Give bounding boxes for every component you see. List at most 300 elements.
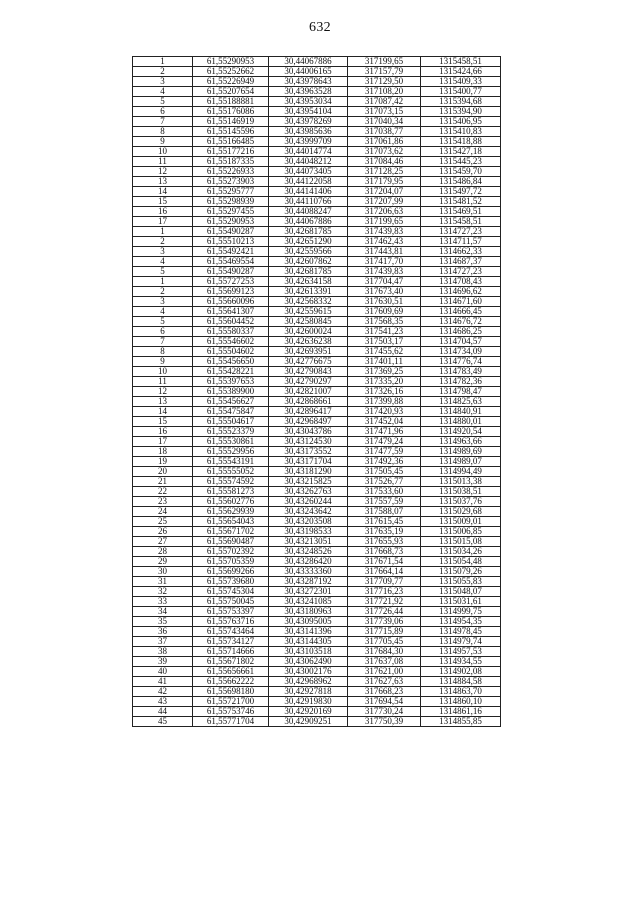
coordinates-table-body bbox=[133, 57, 501, 727]
latitude-cell: 61,55226949 bbox=[193, 77, 269, 87]
latitude-cell: 61,55739680 bbox=[193, 577, 269, 587]
table-row bbox=[133, 367, 501, 377]
y-coordinate-cell: 1314776,74 bbox=[421, 357, 501, 367]
latitude-cell: 61,55702392 bbox=[193, 547, 269, 557]
y-coordinate-cell: 1315394,90 bbox=[421, 107, 501, 117]
y-coordinate-cell: 1315458,51 bbox=[421, 57, 501, 67]
table-row bbox=[133, 407, 501, 417]
longitude-cell: 30,43985636 bbox=[269, 127, 348, 137]
point-number-cell: 16 bbox=[133, 427, 193, 437]
table-row bbox=[133, 417, 501, 427]
x-coordinate-cell: 317073,15 bbox=[348, 107, 421, 117]
latitude-cell: 61,55750045 bbox=[193, 597, 269, 607]
longitude-cell: 30,42681785 bbox=[269, 227, 348, 237]
longitude-cell: 30,43287192 bbox=[269, 577, 348, 587]
coordinates-table bbox=[132, 56, 501, 727]
table-row bbox=[133, 127, 501, 137]
point-number-cell: 15 bbox=[133, 417, 193, 427]
x-coordinate-cell: 317739,06 bbox=[348, 617, 421, 627]
x-coordinate-cell: 317668,23 bbox=[348, 687, 421, 697]
table-row bbox=[133, 547, 501, 557]
latitude-cell: 61,55699266 bbox=[193, 567, 269, 577]
table-row bbox=[133, 277, 501, 287]
longitude-cell: 30,43241085 bbox=[269, 597, 348, 607]
y-coordinate-cell: 1315034,26 bbox=[421, 547, 501, 557]
latitude-cell: 61,55397653 bbox=[193, 377, 269, 387]
point-number-cell: 17 bbox=[133, 217, 193, 227]
point-number-cell: 2 bbox=[133, 237, 193, 247]
latitude-cell: 61,55456627 bbox=[193, 397, 269, 407]
y-coordinate-cell: 1315469,51 bbox=[421, 207, 501, 217]
x-coordinate-cell: 317084,46 bbox=[348, 157, 421, 167]
x-coordinate-cell: 317073,62 bbox=[348, 147, 421, 157]
longitude-cell: 30,43171704 bbox=[269, 457, 348, 467]
latitude-cell: 61,55290953 bbox=[193, 217, 269, 227]
latitude-cell: 61,55671802 bbox=[193, 657, 269, 667]
latitude-cell: 61,55671702 bbox=[193, 527, 269, 537]
y-coordinate-cell: 1314979,74 bbox=[421, 637, 501, 647]
x-coordinate-cell: 317038,77 bbox=[348, 127, 421, 137]
y-coordinate-cell: 1314989,69 bbox=[421, 447, 501, 457]
longitude-cell: 30,44048212 bbox=[269, 157, 348, 167]
table-row bbox=[133, 657, 501, 667]
y-coordinate-cell: 1314954,35 bbox=[421, 617, 501, 627]
y-coordinate-cell: 1314880,01 bbox=[421, 417, 501, 427]
y-coordinate-cell: 1314863,70 bbox=[421, 687, 501, 697]
table-row bbox=[133, 497, 501, 507]
latitude-cell: 61,55146919 bbox=[193, 117, 269, 127]
y-coordinate-cell: 1315038,51 bbox=[421, 487, 501, 497]
point-number-cell: 14 bbox=[133, 187, 193, 197]
longitude-cell: 30,44122058 bbox=[269, 177, 348, 187]
y-coordinate-cell: 1315079,26 bbox=[421, 567, 501, 577]
latitude-cell: 61,55166485 bbox=[193, 137, 269, 147]
latitude-cell: 61,55177216 bbox=[193, 147, 269, 157]
point-number-cell: 33 bbox=[133, 597, 193, 607]
table-row bbox=[133, 557, 501, 567]
table-row bbox=[133, 447, 501, 457]
point-number-cell: 13 bbox=[133, 397, 193, 407]
x-coordinate-cell: 317615,45 bbox=[348, 517, 421, 527]
point-number-cell: 34 bbox=[133, 607, 193, 617]
longitude-cell: 30,43181290 bbox=[269, 467, 348, 477]
table-row bbox=[133, 167, 501, 177]
x-coordinate-cell: 317635,19 bbox=[348, 527, 421, 537]
x-coordinate-cell: 317716,23 bbox=[348, 587, 421, 597]
table-row bbox=[133, 717, 501, 727]
y-coordinate-cell: 1314708,43 bbox=[421, 277, 501, 287]
latitude-cell: 61,55529956 bbox=[193, 447, 269, 457]
x-coordinate-cell: 317492,36 bbox=[348, 457, 421, 467]
y-coordinate-cell: 1314798,47 bbox=[421, 387, 501, 397]
longitude-cell: 30,43002176 bbox=[269, 667, 348, 677]
x-coordinate-cell: 317621,00 bbox=[348, 667, 421, 677]
x-coordinate-cell: 317704,47 bbox=[348, 277, 421, 287]
longitude-cell: 30,43062490 bbox=[269, 657, 348, 667]
latitude-cell: 61,55581273 bbox=[193, 487, 269, 497]
latitude-cell: 61,55504617 bbox=[193, 417, 269, 427]
point-number-cell: 9 bbox=[133, 357, 193, 367]
x-coordinate-cell: 317673,40 bbox=[348, 287, 421, 297]
point-number-cell: 31 bbox=[133, 577, 193, 587]
x-coordinate-cell: 317199,65 bbox=[348, 57, 421, 67]
longitude-cell: 30,43954104 bbox=[269, 107, 348, 117]
y-coordinate-cell: 1314994,49 bbox=[421, 467, 501, 477]
latitude-cell: 61,55771704 bbox=[193, 717, 269, 727]
y-coordinate-cell: 1314884,58 bbox=[421, 677, 501, 687]
y-coordinate-cell: 1315458,51 bbox=[421, 217, 501, 227]
longitude-cell: 30,44014774 bbox=[269, 147, 348, 157]
latitude-cell: 61,55523379 bbox=[193, 427, 269, 437]
point-number-cell: 12 bbox=[133, 387, 193, 397]
table-row bbox=[133, 377, 501, 387]
point-number-cell: 28 bbox=[133, 547, 193, 557]
y-coordinate-cell: 1314978,45 bbox=[421, 627, 501, 637]
table-row bbox=[133, 687, 501, 697]
y-coordinate-cell: 1315410,83 bbox=[421, 127, 501, 137]
latitude-cell: 61,55176086 bbox=[193, 107, 269, 117]
y-coordinate-cell: 1315409,33 bbox=[421, 77, 501, 87]
latitude-cell: 61,55629939 bbox=[193, 507, 269, 517]
longitude-cell: 30,42636238 bbox=[269, 337, 348, 347]
table-row bbox=[133, 537, 501, 547]
latitude-cell: 61,55753746 bbox=[193, 707, 269, 717]
table-row bbox=[133, 227, 501, 237]
longitude-cell: 30,42920169 bbox=[269, 707, 348, 717]
table-row bbox=[133, 67, 501, 77]
x-coordinate-cell: 317129,50 bbox=[348, 77, 421, 87]
table-row bbox=[133, 467, 501, 477]
x-coordinate-cell: 317526,77 bbox=[348, 477, 421, 487]
latitude-cell: 61,55721700 bbox=[193, 697, 269, 707]
x-coordinate-cell: 317040,34 bbox=[348, 117, 421, 127]
point-number-cell: 4 bbox=[133, 87, 193, 97]
point-number-cell: 25 bbox=[133, 517, 193, 527]
table-row bbox=[133, 217, 501, 227]
latitude-cell: 61,55252662 bbox=[193, 67, 269, 77]
latitude-cell: 61,55510213 bbox=[193, 237, 269, 247]
latitude-cell: 61,55298939 bbox=[193, 197, 269, 207]
point-number-cell: 10 bbox=[133, 147, 193, 157]
x-coordinate-cell: 317588,07 bbox=[348, 507, 421, 517]
longitude-cell: 30,43141396 bbox=[269, 627, 348, 637]
point-number-cell: 39 bbox=[133, 657, 193, 667]
table-row bbox=[133, 707, 501, 717]
point-number-cell: 1 bbox=[133, 227, 193, 237]
longitude-cell: 30,43978643 bbox=[269, 77, 348, 87]
longitude-cell: 30,42968962 bbox=[269, 677, 348, 687]
point-number-cell: 18 bbox=[133, 447, 193, 457]
x-coordinate-cell: 317479,24 bbox=[348, 437, 421, 447]
x-coordinate-cell: 317637,08 bbox=[348, 657, 421, 667]
table-row bbox=[133, 257, 501, 267]
table-row bbox=[133, 317, 501, 327]
latitude-cell: 61,55530861 bbox=[193, 437, 269, 447]
y-coordinate-cell: 1314676,72 bbox=[421, 317, 501, 327]
table-row bbox=[133, 327, 501, 337]
latitude-cell: 61,55580337 bbox=[193, 327, 269, 337]
table-row bbox=[133, 477, 501, 487]
longitude-cell: 30,42821007 bbox=[269, 387, 348, 397]
point-number-cell: 15 bbox=[133, 197, 193, 207]
longitude-cell: 30,42580845 bbox=[269, 317, 348, 327]
table-row bbox=[133, 647, 501, 657]
table-row bbox=[133, 667, 501, 677]
table-row bbox=[133, 587, 501, 597]
x-coordinate-cell: 317335,20 bbox=[348, 377, 421, 387]
point-number-cell: 20 bbox=[133, 467, 193, 477]
table-row bbox=[133, 567, 501, 577]
x-coordinate-cell: 317087,42 bbox=[348, 97, 421, 107]
latitude-cell: 61,55187335 bbox=[193, 157, 269, 167]
table-row bbox=[133, 307, 501, 317]
y-coordinate-cell: 1315424,66 bbox=[421, 67, 501, 77]
latitude-cell: 61,55295777 bbox=[193, 187, 269, 197]
longitude-cell: 30,42968497 bbox=[269, 417, 348, 427]
table-row bbox=[133, 87, 501, 97]
point-number-cell: 5 bbox=[133, 317, 193, 327]
longitude-cell: 30,43173552 bbox=[269, 447, 348, 457]
longitude-cell: 30,42607862 bbox=[269, 257, 348, 267]
table-row bbox=[133, 287, 501, 297]
x-coordinate-cell: 317715,89 bbox=[348, 627, 421, 637]
point-number-cell: 5 bbox=[133, 97, 193, 107]
point-number-cell: 22 bbox=[133, 487, 193, 497]
x-coordinate-cell: 317462,43 bbox=[348, 237, 421, 247]
x-coordinate-cell: 317477,59 bbox=[348, 447, 421, 457]
table-row bbox=[133, 627, 501, 637]
longitude-cell: 30,43953034 bbox=[269, 97, 348, 107]
table-row bbox=[133, 487, 501, 497]
y-coordinate-cell: 1314989,07 bbox=[421, 457, 501, 467]
y-coordinate-cell: 1314840,91 bbox=[421, 407, 501, 417]
y-coordinate-cell: 1314727,23 bbox=[421, 267, 501, 277]
latitude-cell: 61,55690487 bbox=[193, 537, 269, 547]
table-row bbox=[133, 337, 501, 347]
point-number-cell: 14 bbox=[133, 407, 193, 417]
table-row bbox=[133, 137, 501, 147]
table-row bbox=[133, 597, 501, 607]
x-coordinate-cell: 317505,45 bbox=[348, 467, 421, 477]
table-row bbox=[133, 347, 501, 357]
x-coordinate-cell: 317730,24 bbox=[348, 707, 421, 717]
point-number-cell: 38 bbox=[133, 647, 193, 657]
latitude-cell: 61,55490287 bbox=[193, 227, 269, 237]
y-coordinate-cell: 1314727,23 bbox=[421, 227, 501, 237]
longitude-cell: 30,42790297 bbox=[269, 377, 348, 387]
latitude-cell: 61,55297455 bbox=[193, 207, 269, 217]
longitude-cell: 30,44141406 bbox=[269, 187, 348, 197]
longitude-cell: 30,43203508 bbox=[269, 517, 348, 527]
y-coordinate-cell: 1314861,16 bbox=[421, 707, 501, 717]
x-coordinate-cell: 317369,25 bbox=[348, 367, 421, 377]
x-coordinate-cell: 317750,39 bbox=[348, 717, 421, 727]
latitude-cell: 61,55714666 bbox=[193, 647, 269, 657]
y-coordinate-cell: 1315394,68 bbox=[421, 97, 501, 107]
x-coordinate-cell: 317705,45 bbox=[348, 637, 421, 647]
y-coordinate-cell: 1314662,33 bbox=[421, 247, 501, 257]
latitude-cell: 61,55389900 bbox=[193, 387, 269, 397]
y-coordinate-cell: 1315497,72 bbox=[421, 187, 501, 197]
longitude-cell: 30,44006165 bbox=[269, 67, 348, 77]
x-coordinate-cell: 317439,83 bbox=[348, 227, 421, 237]
point-number-cell: 35 bbox=[133, 617, 193, 627]
longitude-cell: 30,43260244 bbox=[269, 497, 348, 507]
longitude-cell: 30,44088247 bbox=[269, 207, 348, 217]
point-number-cell: 6 bbox=[133, 107, 193, 117]
y-coordinate-cell: 1315445,23 bbox=[421, 157, 501, 167]
table-row bbox=[133, 147, 501, 157]
y-coordinate-cell: 1315055,83 bbox=[421, 577, 501, 587]
x-coordinate-cell: 317630,51 bbox=[348, 297, 421, 307]
longitude-cell: 30,43198533 bbox=[269, 527, 348, 537]
y-coordinate-cell: 1314902,08 bbox=[421, 667, 501, 677]
y-coordinate-cell: 1315418,88 bbox=[421, 137, 501, 147]
point-number-cell: 43 bbox=[133, 697, 193, 707]
latitude-cell: 61,55145596 bbox=[193, 127, 269, 137]
y-coordinate-cell: 1314734,09 bbox=[421, 347, 501, 357]
table-row bbox=[133, 267, 501, 277]
longitude-cell: 30,42927818 bbox=[269, 687, 348, 697]
x-coordinate-cell: 317671,54 bbox=[348, 557, 421, 567]
latitude-cell: 61,55504602 bbox=[193, 347, 269, 357]
x-coordinate-cell: 317439,83 bbox=[348, 267, 421, 277]
y-coordinate-cell: 1315006,85 bbox=[421, 527, 501, 537]
point-number-cell: 3 bbox=[133, 297, 193, 307]
point-number-cell: 23 bbox=[133, 497, 193, 507]
point-number-cell: 5 bbox=[133, 267, 193, 277]
y-coordinate-cell: 1315031,61 bbox=[421, 597, 501, 607]
x-coordinate-cell: 317694,54 bbox=[348, 697, 421, 707]
point-number-cell: 4 bbox=[133, 307, 193, 317]
point-number-cell: 3 bbox=[133, 247, 193, 257]
point-number-cell: 1 bbox=[133, 57, 193, 67]
longitude-cell: 30,42568332 bbox=[269, 297, 348, 307]
point-number-cell: 7 bbox=[133, 337, 193, 347]
latitude-cell: 61,55654043 bbox=[193, 517, 269, 527]
y-coordinate-cell: 1315054,48 bbox=[421, 557, 501, 567]
point-number-cell: 21 bbox=[133, 477, 193, 487]
x-coordinate-cell: 317557,59 bbox=[348, 497, 421, 507]
y-coordinate-cell: 1315481,52 bbox=[421, 197, 501, 207]
longitude-cell: 30,42613391 bbox=[269, 287, 348, 297]
point-number-cell: 9 bbox=[133, 137, 193, 147]
x-coordinate-cell: 317452,04 bbox=[348, 417, 421, 427]
point-number-cell: 45 bbox=[133, 717, 193, 727]
point-number-cell: 11 bbox=[133, 157, 193, 167]
point-number-cell: 10 bbox=[133, 367, 193, 377]
table-row bbox=[133, 397, 501, 407]
point-number-cell: 2 bbox=[133, 67, 193, 77]
longitude-cell: 30,43333360 bbox=[269, 567, 348, 577]
x-coordinate-cell: 317417,70 bbox=[348, 257, 421, 267]
table-row bbox=[133, 427, 501, 437]
longitude-cell: 30,42634158 bbox=[269, 277, 348, 287]
longitude-cell: 30,43272301 bbox=[269, 587, 348, 597]
y-coordinate-cell: 1314825,63 bbox=[421, 397, 501, 407]
table-row bbox=[133, 197, 501, 207]
latitude-cell: 61,55753397 bbox=[193, 607, 269, 617]
longitude-cell: 30,44110766 bbox=[269, 197, 348, 207]
point-number-cell: 16 bbox=[133, 207, 193, 217]
x-coordinate-cell: 317709,77 bbox=[348, 577, 421, 587]
longitude-cell: 30,42776675 bbox=[269, 357, 348, 367]
latitude-cell: 61,55428221 bbox=[193, 367, 269, 377]
latitude-cell: 61,55745304 bbox=[193, 587, 269, 597]
latitude-cell: 61,55555052 bbox=[193, 467, 269, 477]
y-coordinate-cell: 1314671,60 bbox=[421, 297, 501, 307]
x-coordinate-cell: 317206,63 bbox=[348, 207, 421, 217]
latitude-cell: 61,55273903 bbox=[193, 177, 269, 187]
x-coordinate-cell: 317401,11 bbox=[348, 357, 421, 367]
y-coordinate-cell: 1314696,62 bbox=[421, 287, 501, 297]
table-row bbox=[133, 247, 501, 257]
point-number-cell: 24 bbox=[133, 507, 193, 517]
table-row bbox=[133, 637, 501, 647]
point-number-cell: 37 bbox=[133, 637, 193, 647]
x-coordinate-cell: 317541,23 bbox=[348, 327, 421, 337]
table-row bbox=[133, 607, 501, 617]
x-coordinate-cell: 317199,65 bbox=[348, 217, 421, 227]
latitude-cell: 61,55727253 bbox=[193, 277, 269, 287]
latitude-cell: 61,55456650 bbox=[193, 357, 269, 367]
longitude-cell: 30,43095005 bbox=[269, 617, 348, 627]
latitude-cell: 61,55660096 bbox=[193, 297, 269, 307]
point-number-cell: 7 bbox=[133, 117, 193, 127]
longitude-cell: 30,43286420 bbox=[269, 557, 348, 567]
point-number-cell: 1 bbox=[133, 277, 193, 287]
y-coordinate-cell: 1314855,85 bbox=[421, 717, 501, 727]
longitude-cell: 30,42919830 bbox=[269, 697, 348, 707]
x-coordinate-cell: 317326,16 bbox=[348, 387, 421, 397]
y-coordinate-cell: 1314783,49 bbox=[421, 367, 501, 377]
y-coordinate-cell: 1314704,57 bbox=[421, 337, 501, 347]
point-number-cell: 4 bbox=[133, 257, 193, 267]
longitude-cell: 30,42868661 bbox=[269, 397, 348, 407]
y-coordinate-cell: 1314687,37 bbox=[421, 257, 501, 267]
table-row bbox=[133, 297, 501, 307]
x-coordinate-cell: 317443,81 bbox=[348, 247, 421, 257]
table-row bbox=[133, 617, 501, 627]
table-row bbox=[133, 387, 501, 397]
table-row bbox=[133, 157, 501, 167]
table-row bbox=[133, 77, 501, 87]
x-coordinate-cell: 317664,14 bbox=[348, 567, 421, 577]
y-coordinate-cell: 1314963,66 bbox=[421, 437, 501, 447]
point-number-cell: 42 bbox=[133, 687, 193, 697]
point-number-cell: 44 bbox=[133, 707, 193, 717]
point-number-cell: 11 bbox=[133, 377, 193, 387]
x-coordinate-cell: 317108,20 bbox=[348, 87, 421, 97]
x-coordinate-cell: 317455,62 bbox=[348, 347, 421, 357]
latitude-cell: 61,55602776 bbox=[193, 497, 269, 507]
longitude-cell: 30,42559566 bbox=[269, 247, 348, 257]
longitude-cell: 30,43043786 bbox=[269, 427, 348, 437]
x-coordinate-cell: 317179,95 bbox=[348, 177, 421, 187]
x-coordinate-cell: 317726,44 bbox=[348, 607, 421, 617]
x-coordinate-cell: 317568,35 bbox=[348, 317, 421, 327]
x-coordinate-cell: 317533,60 bbox=[348, 487, 421, 497]
latitude-cell: 61,55743464 bbox=[193, 627, 269, 637]
longitude-cell: 30,42600024 bbox=[269, 327, 348, 337]
x-coordinate-cell: 317204,07 bbox=[348, 187, 421, 197]
longitude-cell: 30,42681785 bbox=[269, 267, 348, 277]
y-coordinate-cell: 1315427,18 bbox=[421, 147, 501, 157]
latitude-cell: 61,55734127 bbox=[193, 637, 269, 647]
latitude-cell: 61,55705359 bbox=[193, 557, 269, 567]
y-coordinate-cell: 1315459,70 bbox=[421, 167, 501, 177]
table-row bbox=[133, 57, 501, 67]
